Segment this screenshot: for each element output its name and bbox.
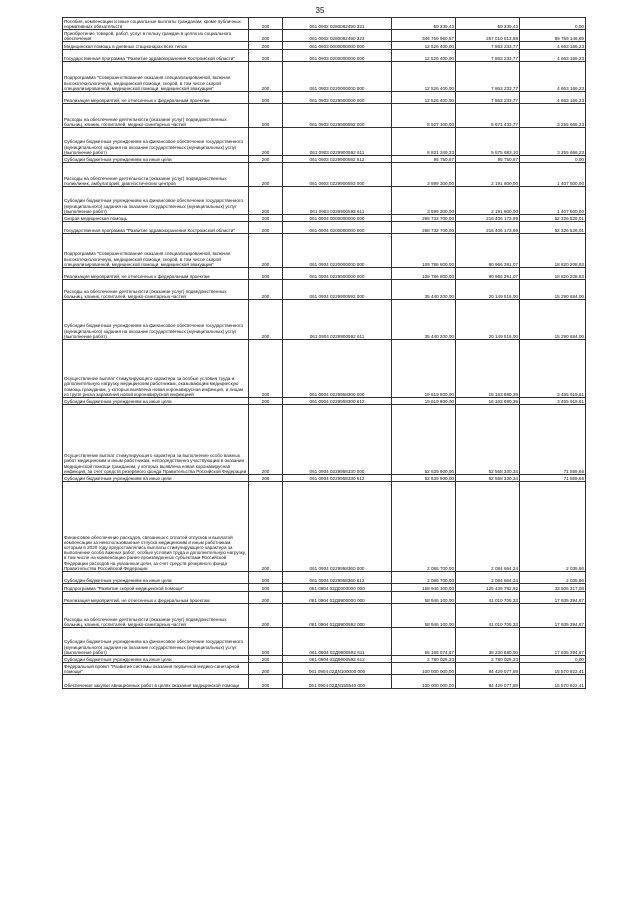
cell-code: 200: [249, 656, 283, 663]
cell-kbk: 061 0904 02Д9900592 611: [283, 628, 392, 656]
cell-kbk: 061 0903 0229900592 612: [283, 156, 392, 163]
cell-approved: 346 769 960,57: [392, 30, 456, 42]
cell-executed: 16 163 880,39: [456, 340, 520, 398]
cell-executed: 125 439 782,92: [456, 584, 520, 592]
cell-approved: 12 526 400,00: [392, 62, 456, 92]
table-row: [63, 482, 586, 572]
cell-approved: 58 946 100,00: [392, 604, 456, 628]
table-row: [63, 104, 586, 128]
cell-kbk: 061 0903 0229900592 611: [283, 128, 392, 156]
cell-approved: 56 165 074,67: [392, 628, 456, 656]
cell-executed: 5 575 683,10: [456, 128, 520, 156]
cell-unexecuted: 2 035,66: [520, 482, 586, 572]
cell-kbk: 061 0903 0000000000 000: [283, 42, 392, 50]
table-row: [63, 187, 586, 215]
table-row: [63, 92, 586, 104]
cell-unexecuted: 15 290 684,00: [520, 280, 586, 300]
cell-code: 200: [249, 340, 283, 398]
cell-name: Расходы на обеспечение деятельности (оказание услуг) подведомственных поликлиник, амбулаторий, диагностических центров: [63, 163, 249, 187]
cell-name: Подпрограмма "Совершенствование оказания специализированной, включая высокотехнологичную, медицинской помощи, скорой, в том числе скорой специализированной, медицинской помощи, медицинской эвакуации": [63, 62, 249, 92]
cell-name: Субсидии бюджетным учреждениям на иные цели: [63, 156, 249, 163]
cell-kbk: 061 0904 0229958360 612: [283, 572, 392, 584]
cell-name: Скорая медицинская помощь: [63, 215, 249, 222]
cell-approved: 35 440 200,00: [392, 300, 456, 340]
cell-kbk: 061 0903 0200000000 000: [283, 50, 392, 62]
cell-approved: 158 946 100,00: [392, 584, 456, 592]
cell-code: 200: [249, 18, 283, 30]
cell-executed: 52 568 330,34: [456, 405, 520, 475]
cell-name: Субсидии бюджетным учреждениям на финансовое обеспечение государственного (муниципального) задания на оказание государственных (муниципальных) услуг (выполнение работ): [63, 187, 249, 215]
table-row: [63, 663, 586, 675]
cell-approved: 19 619 800,00: [392, 398, 456, 405]
cell-kbk: 061 0904 02Д9900000 000: [283, 592, 392, 604]
cell-unexecuted: 17 935 394,67: [520, 628, 586, 656]
cell-code: 200: [249, 398, 283, 405]
cell-executed: 84 429 077,59: [456, 675, 520, 689]
cell-kbk: 061 0904 0200000000 000: [283, 222, 392, 234]
cell-approved: 35 440 200,00: [392, 280, 456, 300]
cell-unexecuted: 15 290 684,00: [520, 300, 586, 340]
cell-kbk: 061 0904 0229958300 000: [283, 340, 392, 398]
cell-approved: 100 000 000,00: [392, 675, 456, 689]
budget-execution-table: [62, 17, 586, 689]
cell-code: 200: [249, 675, 283, 689]
cell-code: 200: [249, 475, 283, 482]
cell-approved: 3 599 300,00: [392, 187, 456, 215]
cell-kbk: 061 0904 0229900592 000: [283, 280, 392, 300]
cell-unexecuted: 3 255 666,23: [520, 128, 586, 156]
cell-unexecuted: 1 407 500,00: [520, 187, 586, 215]
cell-name: Расходы на обеспечение деятельности (оказание услуг) подведомственных больниц, клиник, госпиталей, медико-санитарных частей: [63, 280, 249, 300]
cell-code: 200: [249, 280, 283, 300]
cell-name: Субсидии бюджетным учреждениям на финансовое обеспечение государственного (муниципального) задания на оказание государственных (муниципальных) услуг (выполнение работ): [63, 628, 249, 656]
cell-unexecuted: 4 663 166,23: [520, 50, 586, 62]
cell-kbk: 061 0904 02ДN100000 000: [283, 663, 392, 675]
cell-code: 200: [249, 628, 283, 656]
cell-executed: 216 406 173,99: [456, 222, 520, 234]
cell-name: Субсидии бюджетным учреждениям на иные цели: [63, 572, 249, 584]
table-row: [63, 222, 586, 234]
cell-unexecuted: 3 455 919,61: [520, 398, 586, 405]
cell-unexecuted: 0,00: [520, 656, 586, 663]
cell-unexecuted: 33 506 317,08: [520, 584, 586, 592]
cell-approved: 268 732 700,00: [392, 222, 456, 234]
cell-name: Расходы на обеспечение деятельности (оказание услуг) подведомственных больниц, клиник, госпиталей, медико-санитарных частей: [63, 604, 249, 628]
cell-unexecuted: 71 569,66: [520, 475, 586, 482]
cell-kbk: 061 0904 0229900000 000: [283, 268, 392, 280]
cell-approved: 8 831 349,33: [392, 128, 456, 156]
cell-code: 200: [249, 604, 283, 628]
cell-kbk: 061 0904 02ДN155540 000: [283, 675, 392, 689]
cell-name: Приобретение товаров, работ, услуг в пользу граждан в целях их социального обеспечения: [63, 30, 249, 42]
cell-name: Государственная программа "Развитие здравоохранения Костромской области": [63, 50, 249, 62]
cell-unexecuted: 17 935 394,67: [520, 592, 586, 604]
cell-unexecuted: 1 407 500,00: [520, 163, 586, 187]
table-row: [63, 268, 586, 280]
cell-name: Финансовое обеспечение расходов, связанных с оплатой отпусков и выплатой компенсации за неиспользованные отпуска медицинским и иным работникам, которым в 2020 году предоставлялись выплаты стимулирующего характера за выполнение особо важных работ, особые условия труда и дополнительную нагрузку, в том числе на компенсацию ранее произведенных субъектами Российской Федерации расходов на указанные цели, за счет средств резервного фонда Правительства Российской Федерации: [63, 482, 249, 572]
cell-unexecuted: 15 570 922,41: [520, 663, 586, 675]
cell-name: Субсидии бюджетным учреждениям на иные цели: [63, 398, 249, 405]
cell-executed: 41 010 705,33: [456, 592, 520, 604]
cell-kbk: 061 0902 0280082490 323: [283, 30, 392, 42]
cell-code: 200: [249, 405, 283, 475]
cell-name: Реализация мероприятий, не отнесенных к федеральным проектам: [63, 268, 249, 280]
cell-executed: 90 966 391,07: [456, 234, 520, 268]
cell-executed: 2 084 664,34: [456, 572, 520, 584]
cell-executed: 20 149 516,00: [456, 300, 520, 340]
table-row: [63, 604, 586, 628]
cell-executed: 16 163 880,39: [456, 398, 520, 405]
cell-executed: 2 780 025,33: [456, 656, 520, 663]
table-row: [63, 42, 586, 50]
table-row: [63, 62, 586, 92]
cell-kbk: 061 0904 0220000000 000: [283, 234, 392, 268]
cell-kbk: 061 0902 0280082490 321: [283, 18, 392, 30]
table-row: [63, 234, 586, 268]
cell-code: 200: [249, 482, 283, 572]
cell-approved: 109 786 800,00: [392, 268, 456, 280]
cell-code: 200: [249, 42, 283, 50]
cell-unexecuted: 52 326 526,01: [520, 222, 586, 234]
table-row: [63, 592, 586, 604]
cell-code: 200: [249, 572, 283, 584]
cell-executed: 90 966 391,07: [456, 268, 520, 280]
cell-executed: 41 010 705,33: [456, 604, 520, 628]
cell-executed: 2 084 664,34: [456, 482, 520, 572]
cell-kbk: 061 0903 0229900000 000: [283, 92, 392, 104]
cell-executed: 84 429 077,59: [456, 663, 520, 675]
cell-executed: 2 191 800,00: [456, 163, 520, 187]
cell-unexecuted: 0,00: [520, 156, 586, 163]
table-row: [63, 475, 586, 482]
table-row: [63, 50, 586, 62]
cell-code: 200: [249, 187, 283, 215]
cell-executed: 52 568 330,34: [456, 475, 520, 482]
cell-approved: 95 750,67: [392, 156, 456, 163]
cell-name: Государственная программа "Развитие здравоохранения Костромской области": [63, 222, 249, 234]
cell-name: Субсидии бюджетным учреждениям на иные цели: [63, 656, 249, 663]
cell-executed: 5 671 433,77: [456, 104, 520, 128]
cell-approved: 52 639 900,00: [392, 405, 456, 475]
cell-approved: 12 526 400,00: [392, 42, 456, 50]
cell-approved: 19 619 800,00: [392, 340, 456, 398]
cell-executed: 216 406 173,99: [456, 215, 520, 222]
cell-code: 200: [249, 215, 283, 222]
cell-executed: 7 863 233,77: [456, 50, 520, 62]
cell-unexecuted: 0,00: [520, 18, 586, 30]
cell-code: 200: [249, 584, 283, 592]
page-number: 35: [315, 6, 325, 15]
cell-approved: 52 639 900,00: [392, 475, 456, 482]
cell-name: Осуществление выплат стимулирующего характера за выполнение особо важных работ медицинским и иным работникам, непосредственно участвующим в оказании медицинской помощи гражданам, у которых выявлена новая коронавирусная инфекция, за счет средств резервного фонда Правительства Российской Федерации: [63, 405, 249, 475]
cell-unexecuted: 15 570 922,41: [520, 675, 586, 689]
cell-name: Подпрограмма "Развитие скорой медицинской помощи": [63, 584, 249, 592]
cell-code: 200: [249, 30, 283, 42]
table-row: [63, 398, 586, 405]
cell-unexecuted: 3 455 919,61: [520, 340, 586, 398]
cell-kbk: 061 0904 02Д0000000 000: [283, 584, 392, 592]
cell-kbk: 061 0904 0229958360 000: [283, 482, 392, 572]
table-row: [63, 156, 586, 163]
table-row: [63, 215, 586, 222]
table-row: [63, 572, 586, 584]
cell-approved: 59 239,43: [392, 18, 456, 30]
cell-name: Обеспечение закупки авиационных работ в целях оказания медицинской помощи: [63, 675, 249, 689]
cell-approved: 2 086 700,00: [392, 572, 456, 584]
table-row: [63, 628, 586, 656]
cell-kbk: 061 0904 02Д9900592 612: [283, 656, 392, 663]
cell-code: 200: [249, 62, 283, 92]
cell-kbk: 061 0904 0229958330 612: [283, 475, 392, 482]
cell-code: 200: [249, 268, 283, 280]
cell-name: Подпрограмма "Совершенствование оказания специализированной, включая высокотехнологичную, медицинской помощи, скорой, в том числе скорой специализированной, медицинской помощи, медицинской эвакуации": [63, 234, 249, 268]
cell-name: Федеральный проект "Развитие системы оказания первичной медико-санитарной помощи": [63, 663, 249, 675]
cell-approved: 58 946 100,00: [392, 592, 456, 604]
cell-kbk: 061 0903 0229900593 611: [283, 187, 392, 215]
cell-name: Субсидии бюджетным учреждениям на финансовое обеспечение государственного (муниципального) задания на оказание государственных (муниципальных) услуг (выполнение работ): [63, 128, 249, 156]
cell-name: Расходы на обеспечение деятельности (оказание услуг) подведомственных больниц, клиник, госпиталей, медико-санитарных частей: [63, 104, 249, 128]
cell-approved: 2 780 025,33: [392, 656, 456, 663]
cell-approved: 8 927 100,00: [392, 104, 456, 128]
cell-unexecuted: 71 569,66: [520, 405, 586, 475]
table-row: [63, 18, 586, 30]
table-row: [63, 300, 586, 340]
cell-code: 200: [249, 300, 283, 340]
cell-code: 200: [249, 104, 283, 128]
cell-unexecuted: 4 663 166,23: [520, 62, 586, 92]
cell-executed: 38 230 680,00: [456, 628, 520, 656]
cell-name: Медицинская помощь в дневных стационарах всех типов: [63, 42, 249, 50]
cell-name: Осуществление выплат стимулирующего характера за особые условия труда и дополнительную нагрузку медицинским работникам, оказывающим медицинскую помощь гражданам, у которых выявлена новая коронавирусная инфекция, и лицам из групп риска заражения новой коронавирусной инфекцией: [63, 340, 249, 398]
cell-executed: 20 149 516,00: [456, 280, 520, 300]
cell-approved: 12 526 400,00: [392, 50, 456, 62]
cell-unexecuted: 18 820 208,93: [520, 234, 586, 268]
table-row: [63, 675, 586, 689]
cell-name: Пособия, компенсации и иные социальные выплаты гражданам, кроме публичных нормативных обязательств: [63, 18, 249, 30]
cell-unexecuted: 4 663 166,23: [520, 92, 586, 104]
table-row: [63, 128, 586, 156]
cell-unexecuted: 18 820 208,93: [520, 268, 586, 280]
cell-approved: 12 526 400,00: [392, 92, 456, 104]
cell-executed: 7 863 233,77: [456, 62, 520, 92]
cell-code: 200: [249, 592, 283, 604]
cell-name: Субсидии бюджетным учреждениям на финансовое обеспечение государственного (муниципального) задания на оказание государственных (муниципальных) услуг (выполнение работ): [63, 300, 249, 340]
cell-kbk: 061 0904 0000000000 000: [283, 215, 392, 222]
cell-approved: 2 086 700,00: [392, 482, 456, 572]
table-row: [63, 405, 586, 475]
cell-name: Реализация мероприятий, не отнесенных к федеральным проектам: [63, 592, 249, 604]
cell-approved: 109 786 800,00: [392, 234, 456, 268]
cell-code: 200: [249, 663, 283, 675]
cell-kbk: 061 0903 0220000000 000: [283, 62, 392, 92]
cell-approved: 268 732 700,00: [392, 215, 456, 222]
cell-kbk: 061 0903 0229900593 000: [283, 163, 392, 187]
cell-code: 200: [249, 92, 283, 104]
cell-approved: 100 000 000,00: [392, 663, 456, 675]
cell-approved: 3 599 300,00: [392, 163, 456, 187]
cell-code: 200: [249, 234, 283, 268]
cell-unexecuted: 17 935 394,67: [520, 604, 586, 628]
cell-executed: 7 863 233,77: [456, 92, 520, 104]
table-row: [63, 30, 586, 42]
table-row: [63, 280, 586, 300]
cell-executed: 7 863 233,77: [456, 42, 520, 50]
cell-executed: 59 239,43: [456, 18, 520, 30]
cell-unexecuted: 89 759 146,69: [520, 30, 586, 42]
cell-kbk: 061 0904 0229900592 611: [283, 300, 392, 340]
cell-unexecuted: 52 326 526,01: [520, 215, 586, 222]
cell-code: 200: [249, 50, 283, 62]
cell-unexecuted: 3 255 666,23: [520, 104, 586, 128]
cell-executed: 2 191 800,00: [456, 187, 520, 215]
cell-name: Реализация мероприятий, не отнесенных к федеральным проектам: [63, 92, 249, 104]
cell-code: 200: [249, 163, 283, 187]
cell-executed: 257 010 813,88: [456, 30, 520, 42]
cell-code: 200: [249, 222, 283, 234]
cell-unexecuted: 2 035,66: [520, 572, 586, 584]
table-row: [63, 584, 586, 592]
table-row: [63, 163, 586, 187]
cell-name: Субсидии бюджетным учреждениям на иные цели: [63, 475, 249, 482]
cell-kbk: 061 0904 0229958300 612: [283, 398, 392, 405]
cell-kbk: 061 0903 0229900592 000: [283, 104, 392, 128]
cell-unexecuted: 4 663 166,23: [520, 42, 586, 50]
cell-code: 200: [249, 128, 283, 156]
cell-executed: 95 750,67: [456, 156, 520, 163]
table-row: [63, 340, 586, 398]
table-row: [63, 656, 586, 663]
cell-kbk: 061 0904 0229958330 000: [283, 405, 392, 475]
cell-code: 200: [249, 156, 283, 163]
cell-kbk: 061 0904 02Д9900592 000: [283, 604, 392, 628]
